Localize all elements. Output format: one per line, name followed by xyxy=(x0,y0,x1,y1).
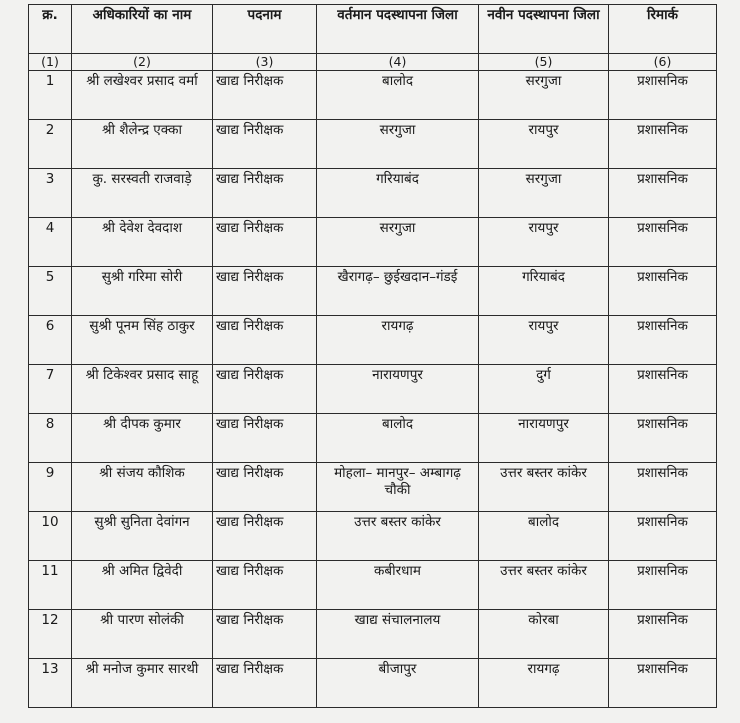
current-district-cell: खैरागढ़– छुईखदान–गंडई xyxy=(317,267,479,316)
officer-name-cell: श्री दीपक कुमार xyxy=(72,414,213,463)
table-row xyxy=(29,659,717,708)
serial-number-cell: 5 xyxy=(29,267,72,316)
new-district-cell: उत्तर बस्तर कांकेर xyxy=(479,463,609,512)
new-district-cell: रायपुर xyxy=(479,120,609,169)
new-district-cell: उत्तर बस्तर कांकेर xyxy=(479,561,609,610)
remark-cell: प्रशासनिक xyxy=(609,512,717,561)
column-number: (5) xyxy=(479,54,609,71)
serial-number-cell: 4 xyxy=(29,218,72,267)
designation-cell: खाद्य निरीक्षक xyxy=(213,659,317,708)
remark-cell: प्रशासनिक xyxy=(609,218,717,267)
remark-cell: प्रशासनिक xyxy=(609,610,717,659)
new-district-cell: रायपुर xyxy=(479,218,609,267)
designation-cell: खाद्य निरीक्षक xyxy=(213,267,317,316)
officer-name-cell: श्री शैलेन्द्र एक्का xyxy=(72,120,213,169)
new-district-cell: बालोद xyxy=(479,512,609,561)
header-name: अधिकारियों का नाम xyxy=(72,5,213,54)
officer-name-cell: कु. सरस्वती राजवाड़े xyxy=(72,169,213,218)
officer-name-cell: श्री मनोज कुमार सारथी xyxy=(72,659,213,708)
serial-number-cell: 13 xyxy=(29,659,72,708)
column-number: (3) xyxy=(213,54,317,71)
current-district-cell: बालोद xyxy=(317,414,479,463)
designation-cell: खाद्य निरीक्षक xyxy=(213,218,317,267)
designation-cell: खाद्य निरीक्षक xyxy=(213,316,317,365)
table-row xyxy=(29,120,717,169)
remark-cell: प्रशासनिक xyxy=(609,120,717,169)
current-district-cell: सरगुजा xyxy=(317,218,479,267)
serial-number-cell: 2 xyxy=(29,120,72,169)
table-body xyxy=(29,71,717,708)
current-district-cell: खाद्य संचालनालय xyxy=(317,610,479,659)
new-district-cell: कोरबा xyxy=(479,610,609,659)
serial-number-cell: 6 xyxy=(29,316,72,365)
current-district-cell: नारायणपुर xyxy=(317,365,479,414)
designation-cell: खाद्य निरीक्षक xyxy=(213,610,317,659)
remark-cell: प्रशासनिक xyxy=(609,267,717,316)
remark-cell: प्रशासनिक xyxy=(609,414,717,463)
header-sno: क्र. xyxy=(29,5,72,54)
serial-number-cell: 7 xyxy=(29,365,72,414)
table-row xyxy=(29,267,717,316)
serial-number-cell: 11 xyxy=(29,561,72,610)
header-designation: पदनाम xyxy=(213,5,317,54)
designation-cell: खाद्य निरीक्षक xyxy=(213,365,317,414)
serial-number-cell: 9 xyxy=(29,463,72,512)
officer-name-cell: श्री टिकेश्वर प्रसाद साहू xyxy=(72,365,213,414)
new-district-cell: नारायणपुर xyxy=(479,414,609,463)
remark-cell: प्रशासनिक xyxy=(609,463,717,512)
column-number-row xyxy=(29,54,717,71)
current-district-cell: उत्तर बस्तर कांकेर xyxy=(317,512,479,561)
remark-cell: प्रशासनिक xyxy=(609,659,717,708)
designation-cell: खाद्य निरीक्षक xyxy=(213,120,317,169)
officer-name-cell: सुश्री गरिमा सोरी xyxy=(72,267,213,316)
current-district-cell: कबीरधाम xyxy=(317,561,479,610)
designation-cell: खाद्य निरीक्षक xyxy=(213,169,317,218)
transfer-table xyxy=(28,4,717,708)
officer-name-cell: श्री पारण सोलंकी xyxy=(72,610,213,659)
designation-cell: खाद्य निरीक्षक xyxy=(213,463,317,512)
new-district-cell: सरगुजा xyxy=(479,71,609,120)
current-district-cell: गरियाबंद xyxy=(317,169,479,218)
current-district-cell: बीजापुर xyxy=(317,659,479,708)
serial-number-cell: 1 xyxy=(29,71,72,120)
current-district-cell: बालोद xyxy=(317,71,479,120)
new-district-cell: रायगढ़ xyxy=(479,659,609,708)
serial-number-cell: 12 xyxy=(29,610,72,659)
table-row xyxy=(29,316,717,365)
designation-cell: खाद्य निरीक्षक xyxy=(213,414,317,463)
designation-cell: खाद्य निरीक्षक xyxy=(213,512,317,561)
designation-cell: खाद्य निरीक्षक xyxy=(213,71,317,120)
current-district-cell: सरगुजा xyxy=(317,120,479,169)
remark-cell: प्रशासनिक xyxy=(609,71,717,120)
table-row xyxy=(29,218,717,267)
officer-name-cell: सुश्री सुनिता देवांगन xyxy=(72,512,213,561)
new-district-cell: रायपुर xyxy=(479,316,609,365)
header-new-district: नवीन पदस्थापना जिला xyxy=(479,5,609,54)
officer-name-cell: श्री संजय कौशिक xyxy=(72,463,213,512)
officer-name-cell: श्री लखेश्वर प्रसाद वर्मा xyxy=(72,71,213,120)
table-row xyxy=(29,561,717,610)
designation-cell: खाद्य निरीक्षक xyxy=(213,561,317,610)
remark-cell: प्रशासनिक xyxy=(609,316,717,365)
table-row xyxy=(29,169,717,218)
table-row xyxy=(29,463,717,512)
officer-name-cell: श्री देवेश देवदाश xyxy=(72,218,213,267)
serial-number-cell: 3 xyxy=(29,169,72,218)
remark-cell: प्रशासनिक xyxy=(609,365,717,414)
new-district-cell: गरियाबंद xyxy=(479,267,609,316)
officer-name-cell: सुश्री पूनम सिंह ठाकुर xyxy=(72,316,213,365)
table-row xyxy=(29,71,717,120)
new-district-cell: सरगुजा xyxy=(479,169,609,218)
header-row xyxy=(29,5,717,54)
remark-cell: प्रशासनिक xyxy=(609,561,717,610)
current-district-cell: रायगढ़ xyxy=(317,316,479,365)
column-number: (6) xyxy=(609,54,717,71)
officer-name-cell: श्री अमित द्विवेदी xyxy=(72,561,213,610)
remark-cell: प्रशासनिक xyxy=(609,169,717,218)
header-current-district: वर्तमान पदस्थापना जिला xyxy=(317,5,479,54)
table-row xyxy=(29,365,717,414)
current-district-cell: मोहला– मानपुर– अम्बागढ़ चौकी xyxy=(317,463,479,512)
column-number: (1) xyxy=(29,54,72,71)
column-number: (2) xyxy=(72,54,213,71)
new-district-cell: दुर्ग xyxy=(479,365,609,414)
table-row xyxy=(29,414,717,463)
header-remark: रिमार्क xyxy=(609,5,717,54)
table-row xyxy=(29,512,717,561)
column-number: (4) xyxy=(317,54,479,71)
table-row xyxy=(29,610,717,659)
serial-number-cell: 10 xyxy=(29,512,72,561)
serial-number-cell: 8 xyxy=(29,414,72,463)
